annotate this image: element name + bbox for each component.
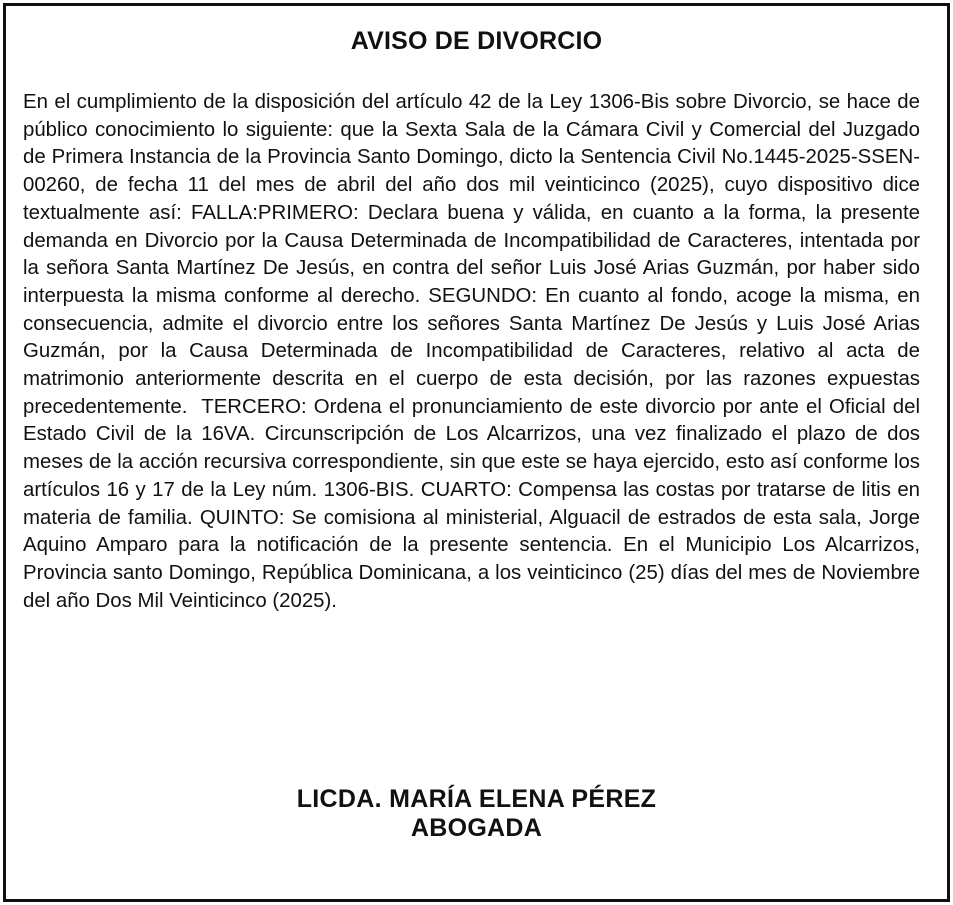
notice-title: AVISO DE DIVORCIO [350,27,603,55]
notice-body: En el cumplimiento de la disposición del artículo 42 de la Ley 1306-Bis sobre Divorcio, se hace de público conocimiento lo siguiente: que la Sexta Sala de la Cámara Civil y Comercial del Juzgado de Primera Instancia de la Provincia Santo Domingo, dicto la Sentencia Civil No.1445-2025-SSEN-00260, de fecha 11 del mes de abril del año dos mil veinticinco (2025), cuyo dispositivo dice textualmente así: FALLA:PRIMERO: Declara buena y válida, en cuanto a la forma, la presente demanda en Divorcio por la Causa Determinada de Incompatibilidad de Caracteres, intentada por la señora Santa Martínez De Jesús, en contra del señor Luis José Arias Guzmán, por haber sido interpuesta la misma conforme al derecho. SEGUNDO: En cuanto al fondo, acoge la misma, en consecuencia, admite el divorcio entre los señores Santa Martínez De Jesús y Luis José Arias Guzmán, por la Causa Determinada de Incompatibilidad de Caracteres, relativo al acta de matrimonio anteriormente descrita en el cuerpo de esta decisión, por las razones expuestas precedentemente. TERCERO: Ordena el pronunciamiento de este divorcio por ante el Oficial del Estado Civil de la 16VA. Circunscripción de Los Alcarrizos, una vez finalizado el plazo de dos meses de la acción recursiva correspondiente, sin que este se haya ejercido, esto así conforme los artículos 16 y 17 de la Ley núm. 1306-BIS. CUARTO: Compensa las costas por tratarse de litis en materia de familia. QUINTO: Se comisiona al ministerial, Alguacil de estrados de esta sala, Jorge Aquino Amparo para la notificación de la presente sentencia. En el Municipio Los Alcarrizos, Provincia santo Domingo, República Dominicana, a los veinticinco (25) días del mes de Noviembre del año Dos Mil Veinticinco (2025). [23,91,926,612]
signer-name: LICDA. MARÍA ELENA PÉREZ [296,785,657,813]
signer-title: ABOGADA [410,814,543,842]
